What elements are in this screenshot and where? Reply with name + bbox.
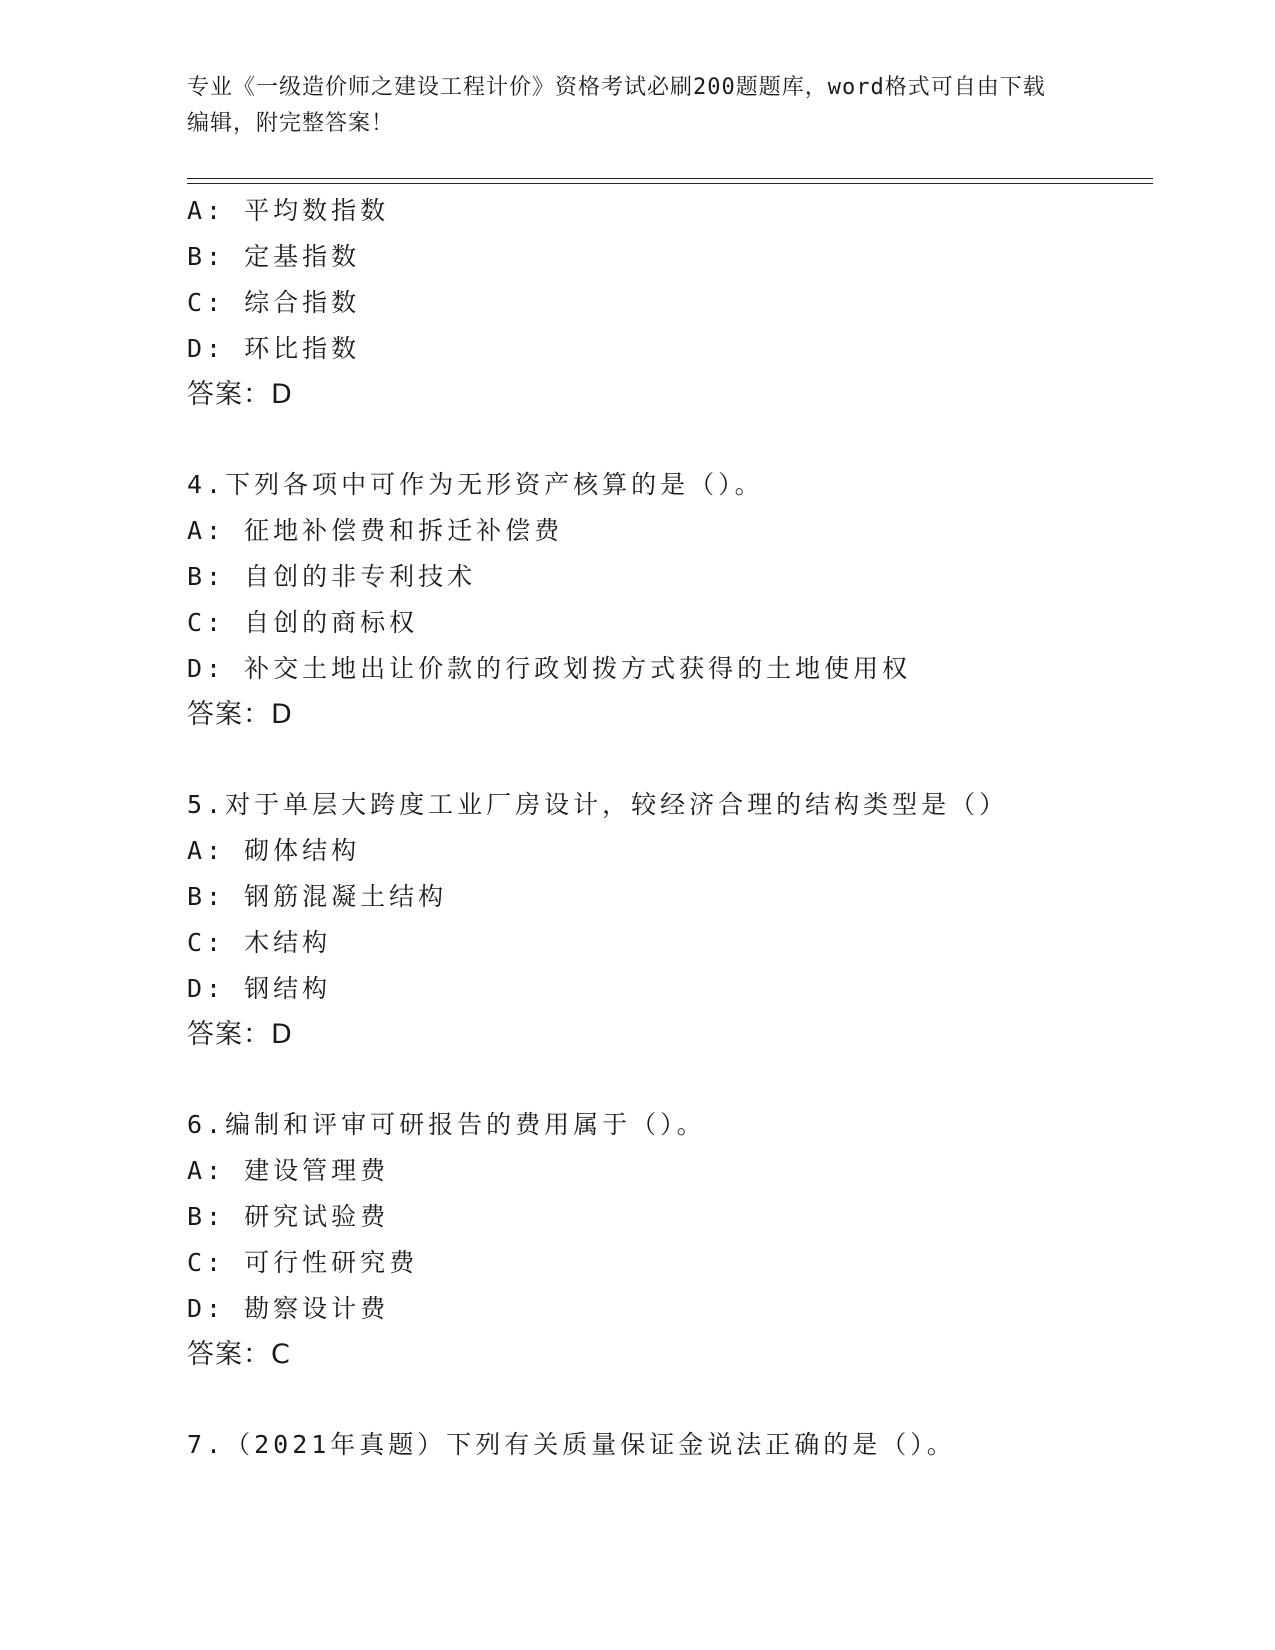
header-rule-top [187, 178, 1153, 179]
option-d: D: 钢结构 [187, 974, 332, 1003]
question-block [187, 1422, 1153, 1468]
answer-line: 答案：C [187, 1339, 291, 1370]
option-b: B: 自创的非专利技术 [187, 562, 477, 591]
question-text: 4.下列各项中可作为无形资产核算的是（）。 [187, 470, 764, 499]
option-a: A: 砌体结构 [187, 836, 361, 865]
question-text: 5.对于单层大跨度工业厂房设计，较经济合理的结构类型是（） [187, 790, 1009, 819]
spacer [187, 1058, 1153, 1102]
option-c: C: 综合指数 [187, 288, 361, 317]
question-text: 6.编制和评审可研报告的费用属于（）。 [187, 1110, 706, 1139]
answer-line: 答案：D [187, 1019, 293, 1050]
question-block [187, 782, 1153, 1058]
option-c: C: 可行性研究费 [187, 1248, 419, 1277]
question-block [187, 462, 1153, 738]
question-list [187, 188, 1153, 1468]
spacer [187, 1378, 1153, 1422]
option-b: B: 研究试验费 [187, 1202, 390, 1231]
question-block [187, 188, 1153, 418]
header-rule-bottom [187, 183, 1153, 184]
option-c: C: 自创的商标权 [187, 608, 419, 637]
question-block [187, 1102, 1153, 1378]
option-a: A: 平均数指数 [187, 196, 390, 225]
option-d: D: 环比指数 [187, 334, 361, 363]
option-b: B: 钢筋混凝土结构 [187, 882, 448, 911]
option-a: A: 征地补偿费和拆迁补偿费 [187, 516, 564, 545]
option-a: A: 建设管理费 [187, 1156, 390, 1185]
option-c: C: 木结构 [187, 928, 332, 957]
option-b: B: 定基指数 [187, 242, 361, 271]
option-d: D: 勘察设计费 [187, 1294, 390, 1323]
spacer [187, 738, 1153, 782]
spacer [187, 418, 1153, 462]
question-text: 7.（2021年真题）下列有关质量保证金说法正确的是（）。 [187, 1430, 956, 1459]
answer-line: 答案：D [187, 379, 293, 410]
answer-line: 答案：D [187, 699, 293, 730]
option-d: D: 补交土地出让价款的行政划拨方式获得的土地使用权 [187, 654, 912, 683]
document-header: 专业《一级造价师之建设工程计价》资格考试必刷200题题库，word格式可自由下载编辑，附完整答案！ [187, 75, 1046, 136]
